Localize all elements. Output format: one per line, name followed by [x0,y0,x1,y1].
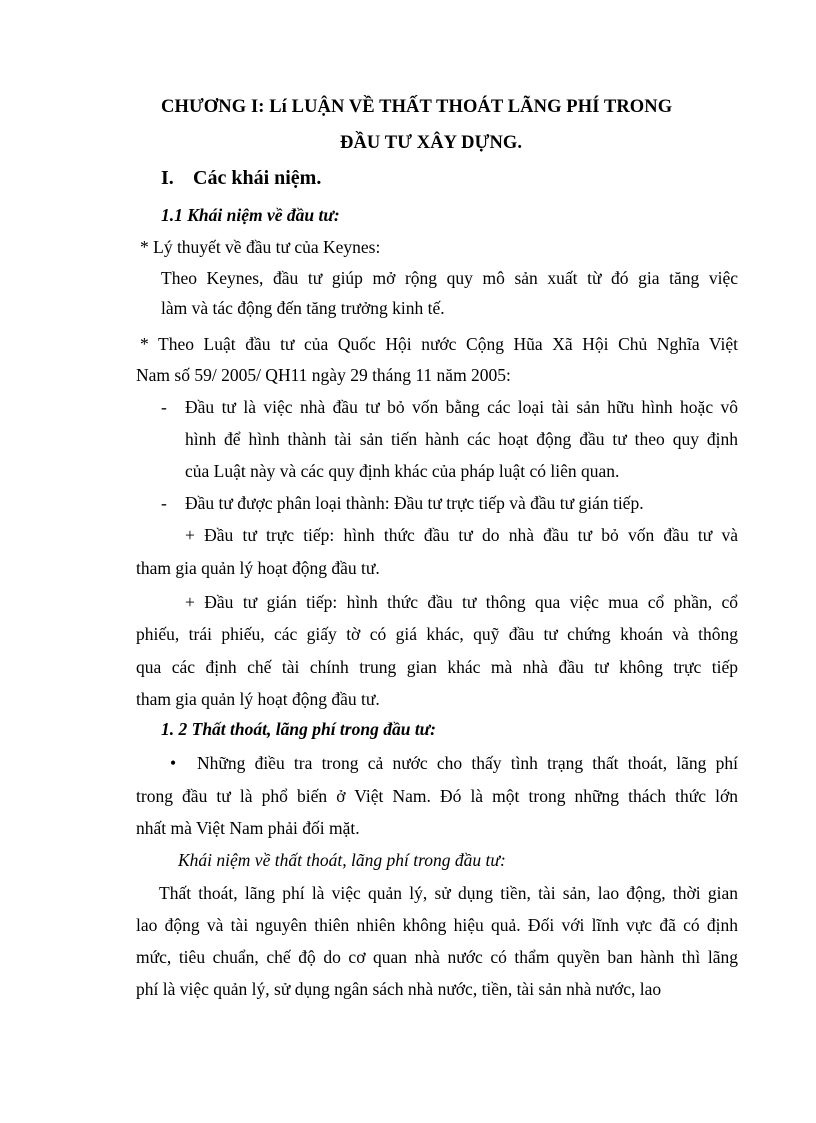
chapter-title-line-1: CHƯƠNG I: Lí LUẬN VỀ THẤT THOÁT LÃNG PHÍ TRONG [161,97,673,117]
indirect-investment-line-4: tham gia quản lý hoạt động đầu tư. [136,689,380,709]
dash-marker-1: - [161,397,167,417]
dash-marker-2: - [161,493,167,513]
section-number: I. [161,167,174,189]
survey-line-2: trong đầu tư là phổ biến ở Việt Nam. Đó là một trong những thách thức lớn [136,786,738,806]
subsection-title-1-2: 1. 2 Thất thoát, lãng phí trong đầu tư: [161,719,436,739]
section-title: Các khái niệm. [193,167,322,189]
bullet-dot: • [170,753,177,773]
definition-line-4: phí là việc quản lý, sử dụng ngân sách nhà nước, tiền, tài sản nhà nước, lao [136,979,662,999]
law-line-2: Nam số 59/ 2005/ QH11 ngày 29 tháng 11 năm 2005: [136,365,511,385]
direct-investment-line-1: + Đầu tư trực tiếp: hình thức đầu tư do nhà đầu tư bỏ vốn đầu tư và [185,525,738,545]
definition-bullet-line-1: Đầu tư là việc nhà đầu tư bỏ vốn bằng các loại tài sản hữu hình hoặc vô [185,397,738,417]
survey-line-1: Những điều tra trong cả nước cho thấy tình trạng thất thoát, lãng phí [197,753,738,773]
definition-line-2: lao động và tài nguyên thiên nhiên không hiệu quả. Đối với lĩnh vực đã có định [136,915,738,935]
indirect-investment-line-3: qua các định chế tài chính trung gian khác mà nhà đầu tư không trực tiếp [136,657,738,677]
keynes-paragraph-line-2: làm và tác động đến tăng trưởng kinh tế. [161,298,445,318]
direct-investment-line-2: tham gia quản lý hoạt động đầu tư. [136,558,380,578]
keynes-heading: * Lý thuyết về đầu tư của Keynes: [140,237,381,257]
concept-title: Khái niệm về thất thoát, lãng phí trong đầu tư: [178,850,506,870]
classification-bullet-line: Đầu tư được phân loại thành: Đầu tư trực tiếp và đầu tư gián tiếp. [185,493,644,513]
definition-line-1: Thất thoát, lãng phí là việc quản lý, sử dụng tiền, tài sản, lao động, thời gian [159,883,738,903]
definition-bullet-line-3: của Luật này và các quy định khác của pháp luật có liên quan. [185,461,620,481]
chapter-title-line-2: ĐẦU TƯ XÂY DỰNG. [340,133,523,153]
definition-line-3: mức, tiêu chuẩn, chế độ do cơ quan nhà nước có thẩm quyền ban hành thì lãng [136,947,738,967]
indirect-investment-line-1: + Đầu tư gián tiếp: hình thức đầu tư thông qua việc mua cổ phần, cổ [185,592,738,612]
definition-bullet-line-2: hình để hình thành tài sản tiến hành các hoạt động đầu tư theo quy định [185,429,738,449]
keynes-paragraph-line-1: Theo Keynes, đầu tư giúp mở rộng quy mô sản xuất từ đó gia tăng việc [161,268,738,288]
survey-line-3: nhất mà Việt Nam phải đối mặt. [136,818,360,838]
subsection-title-1-1: 1.1 Khái niệm về đầu tư: [161,205,340,225]
law-line-1: * Theo Luật đầu tư của Quốc Hội nước Cộng Hũa Xã Hội Chủ Nghĩa Việt [140,334,738,354]
indirect-investment-line-2: phiếu, trái phiếu, các giấy tờ có giá khác, quỹ đầu tư chứng khoán và thông [136,624,738,644]
